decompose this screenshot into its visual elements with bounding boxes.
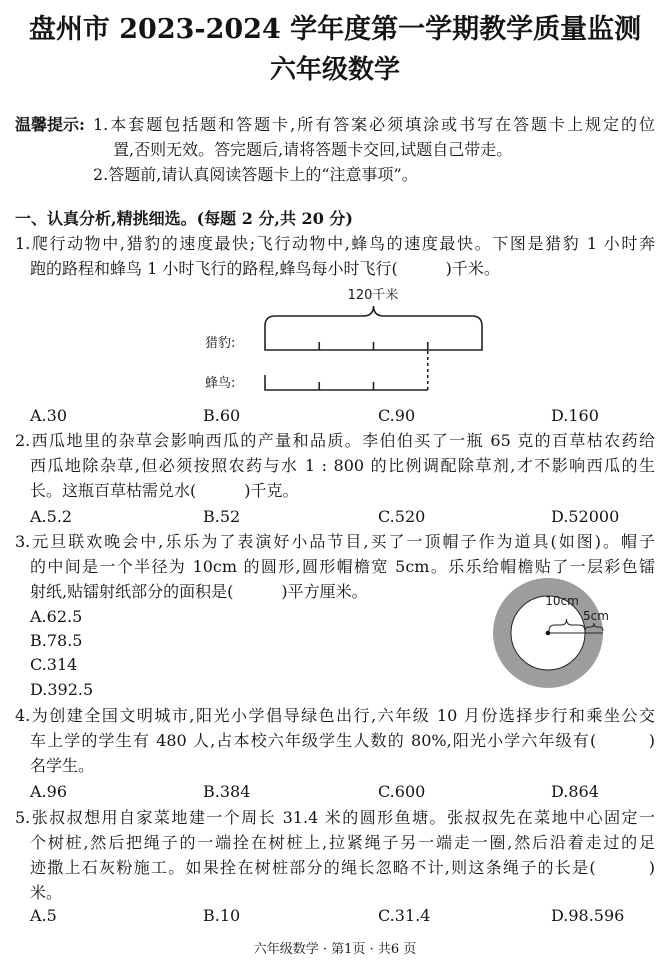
question-4-line-3: 名学生。 <box>30 756 95 775</box>
cheetah-segment-ticks <box>319 342 428 350</box>
radius-label: 10cm <box>545 594 579 608</box>
question-1-option-b: B.60 <box>203 406 241 425</box>
question-3-line-1: 3.元旦联欢晚会中,乐乐为了表演好小品节目,买了一顶帽子作为道具(如图)。帽子 <box>15 532 655 551</box>
question-2-option-d: D.52000 <box>551 507 620 526</box>
question-2-option-a: A.5.2 <box>30 507 73 526</box>
question-3-line-2: 的中间是一个半径为 10cm 的圆形,圆形帽檐宽 5cm。乐乐给帽檐贴了一层彩色镭 <box>30 557 655 576</box>
question-2-option-c: C.520 <box>378 507 426 526</box>
question-5-line-2: 个树桩,然后把绳子的一端拴在树桩上,拉紧绳子另一端走一圈,然后沿着走过的足 <box>30 833 655 852</box>
distance-brace <box>265 306 482 326</box>
question-4-option-a: A.96 <box>30 782 67 801</box>
question-4-line-1: 4.为创建全国文明城市,阳光小学倡导绿色出行,六年级 10 月份选择步行和乘坐公交 <box>15 706 655 725</box>
question-4-option-c: C.600 <box>378 782 426 801</box>
question-5-line-4: 米。 <box>30 883 63 902</box>
question-5-line-3: 迹撒上石灰粉施工。如果拴在树桩部分的绳长忽略不计,则这条绳子的长是( ) <box>30 858 655 877</box>
question-5-option-c: C.31.4 <box>378 906 431 925</box>
question-3-option-a: A.62.5 <box>30 607 83 626</box>
question-4-line-2: 车上学的学生有 480 人,占本校六年级学生人数的 80%,阳光小学六年级有( ) <box>30 731 655 750</box>
question-2-line-1: 2.西瓜地里的杂草会影响西瓜的产量和品质。李伯伯买了一瓶 65 克的百草枯农药给 <box>15 431 655 450</box>
question-4-option-b: B.384 <box>203 782 251 801</box>
hummingbird-label: 蜂鸟: <box>205 376 236 391</box>
question-3-option-d: D.392.5 <box>30 680 94 699</box>
hat-ring-figure <box>490 575 615 695</box>
question-5-option-a: A.5 <box>30 906 57 925</box>
brim-width-label: 5cm <box>583 609 609 623</box>
question-2-line-3: 长。这瓶百草枯需兑水( )千克。 <box>30 481 299 500</box>
hummingbird-segment-ticks <box>319 382 373 390</box>
question-3-option-b: B.78.5 <box>30 631 83 650</box>
question-4-option-d: D.864 <box>551 782 599 801</box>
question-1-line-1: 1.爬行动物中,猎豹的速度最快;飞行动物中,蜂鸟的速度最快。下图是猎豹 1 小时奔 <box>15 234 655 253</box>
section-heading: 一、认真分析,精挑细选。(每题 2 分,共 20 分) <box>15 209 353 228</box>
question-1-option-c: C.90 <box>378 406 416 425</box>
tips-line-3: 2.答题前,请认真阅读答题卡上的“注意事项”。 <box>93 165 418 184</box>
question-2-line-2: 西瓜地除杂草,但必须按照农药与水 1 : 800 的比例调配除草剂,才不影响西瓜的生 <box>30 456 655 475</box>
question-1-segment-diagram <box>190 285 500 400</box>
question-1-option-a: A.30 <box>30 406 67 425</box>
question-3-line-3: 射纸,贴镭射纸部分的面积是( )平方厘米。 <box>30 582 368 601</box>
question-5-option-d: D.98.596 <box>551 906 625 925</box>
tips-label: 温馨提示: <box>15 115 85 134</box>
total-distance-label: 120千米 <box>347 288 399 303</box>
question-1-line-2: 跑的路程和蜂鸟 1 小时飞行的路程,蜂鸟每小时飞行( )千米。 <box>30 259 500 278</box>
question-5-line-1: 5.张叔叔想用自家菜地建一个周长 31.4 米的圆形鱼塘。张叔叔先在菜地中心固定一 <box>15 808 655 827</box>
tips-line-2: 置,否则无效。答完题后,请将答题卡交回,试题自己带走。 <box>113 140 513 159</box>
question-5-option-b: B.10 <box>203 906 241 925</box>
cheetah-label: 猎豹: <box>205 336 236 351</box>
exam-title: 盘州市 2023-2024 学年度第一学期教学质量监测 <box>28 14 642 45</box>
question-1-option-d: D.160 <box>551 406 599 425</box>
page-footer: 六年级数学 · 第1页 · 共6 页 <box>253 942 417 957</box>
question-3-option-c: C.314 <box>30 655 78 674</box>
tips-line-1: 1.本套题包括题和答题卡,所有答案必须填涂或书写在答题卡上规定的位 <box>93 115 655 134</box>
hummingbird-segment <box>265 375 428 390</box>
question-2-option-b: B.52 <box>203 507 241 526</box>
exam-subject: 六年级数学 <box>269 55 400 85</box>
